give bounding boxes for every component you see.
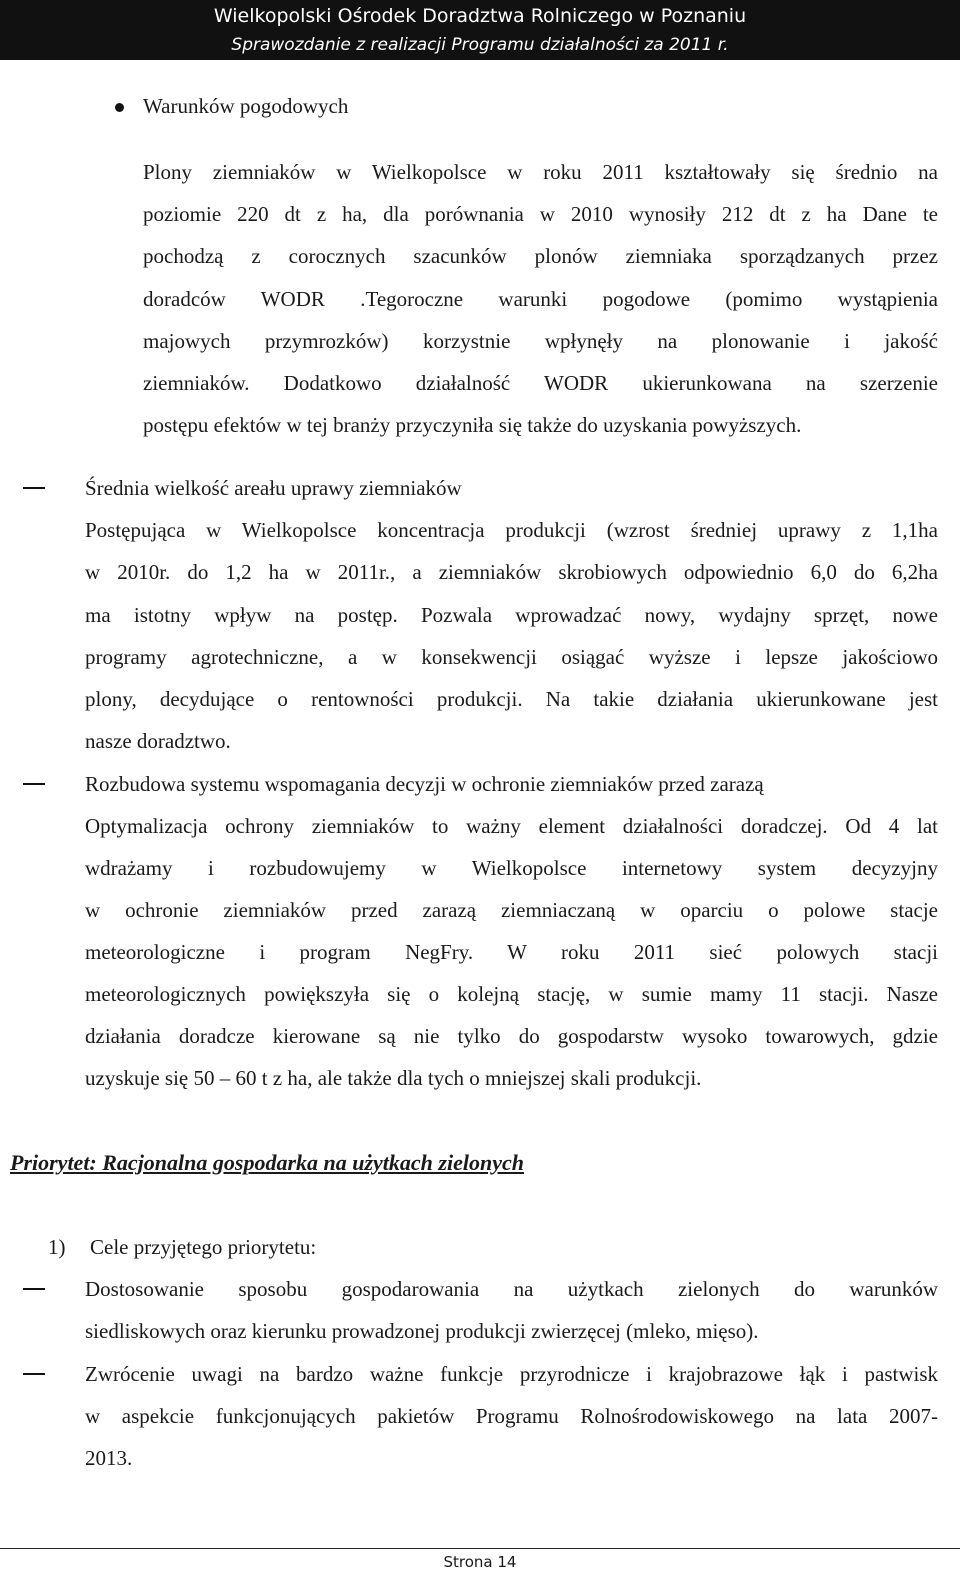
dash-bullet-icon [23,783,45,785]
paragraph-line: ziemniaków. Dodatkowo działalność WODR ukierunkowana na szerzenie [143,371,938,395]
paragraph-line: postępu efektów w tej branży przyczyniła się także do uzyskania powyższych. [143,413,802,437]
paragraph-line: uzyskuje się 50 – 60 t z ha, ale także dla tych o mniejszej skali produkcji. [85,1066,702,1090]
numbered-text: Cele przyjętego priorytetu: [90,1235,317,1259]
bullet-dot-icon [115,103,124,112]
dash-bullet-icon [23,1288,45,1290]
header-report-title: Sprawozdanie z realizacji Programu działalności za 2011 r. [231,35,729,55]
paragraph-line: Zwrócenie uwagi na bardzo ważne funkcje przyrodnicze i krajobrazowe łąk i pastwisk [85,1362,938,1386]
paragraph-line: poziomie 220 dt z ha, dla porównania w 2010 wynosiły 212 dt z ha Dane te [143,202,938,226]
footer-divider [0,1548,960,1549]
paragraph-line: 2013. [85,1446,133,1470]
paragraph-line: nasze doradztwo. [85,729,231,753]
dash-bullet-icon [23,487,45,489]
paragraph-line: Plony ziemniaków w Wielkopolsce w roku 2011 kształtowały się średnio na [143,160,938,184]
priority-heading: Priorytet: Racjonalna gospodarka na użytkach zielonych [10,1150,524,1175]
dash-bullet-icon [23,1373,45,1375]
paragraph-line: w aspekcie funkcjonujących pakietów Programu Rolnośrodowiskowego na lata 2007- [85,1404,938,1428]
numbered-label: 1) [48,1235,66,1259]
paragraph-line: doradców WODR .Tegoroczne warunki pogodowe (pomimo wystąpienia [143,287,938,311]
page-number: Strona 14 [443,1553,517,1571]
paragraph-line: działania doradcze kierowane są nie tylko do gospodarstw wysoko towarowych, gdzie [85,1024,938,1048]
paragraph-line: Dostosowanie sposobu gospodarowania na użytkach zielonych do warunków [85,1277,938,1301]
paragraph-line: Optymalizacja ochrony ziemniaków to ważny element działalności doradczej. Od 4 lat [85,814,938,838]
paragraph-line: w ochronie ziemniaków przed zarazą ziemniaczaną w oparciu o polowe stacje [85,898,938,922]
paragraph-line: siedliskowych oraz kierunku prowadzonej produkcji zwierzęcej (mleko, mięso). [85,1319,759,1343]
section-title-area: Średnia wielkość areału uprawy ziemniaków [85,476,462,500]
paragraph-line: plony, decydujące o rentowności produkcji. Na takie działania ukierunkowane jest [85,687,938,711]
paragraph-line: pochodzą z corocznych szacunków plonów ziemniaka sporządzanych przez [143,244,938,268]
paragraph-line: meteorologicznych powiększyła się o kolejną stację, w sumie mamy 11 stacji. Nasze [85,982,938,1006]
page-header [0,0,960,60]
paragraph-line: w 2010r. do 1,2 ha w 2011r., a ziemniaków skrobiowych odpowiednio 6,0 do 6,2ha [85,560,938,584]
paragraph-line: ma istotny wpływ na postęp. Pozwala wprowadzać nowy, wydajny sprzęt, nowe [85,603,938,627]
section-title-blight-system: Rozbudowa systemu wspomagania decyzji w ochronie ziemniaków przed zarazą [85,772,764,796]
paragraph-line: meteorologiczne i program NegFry. W roku 2011 sieć polowych stacji [85,940,938,964]
paragraph-line: Postępująca w Wielkopolsce koncentracja produkcji (wzrost średniej uprawy z 1,1ha [85,518,938,542]
paragraph-line: wdrażamy i rozbudowujemy w Wielkopolsce internetowy system decyzyjny [85,856,938,880]
paragraph-line: programy agrotechniczne, a w konsekwencji osiągać wyższe i lepsze jakościowo [85,645,938,669]
paragraph-line: majowych przymrozków) korzystnie wpłynęły na plonowanie i jakość [143,329,938,353]
header-organization: Wielkopolski Ośrodek Doradztwa Rolniczego w Poznaniu [213,5,747,27]
bullet-title-weather: Warunków pogodowych [143,94,349,118]
